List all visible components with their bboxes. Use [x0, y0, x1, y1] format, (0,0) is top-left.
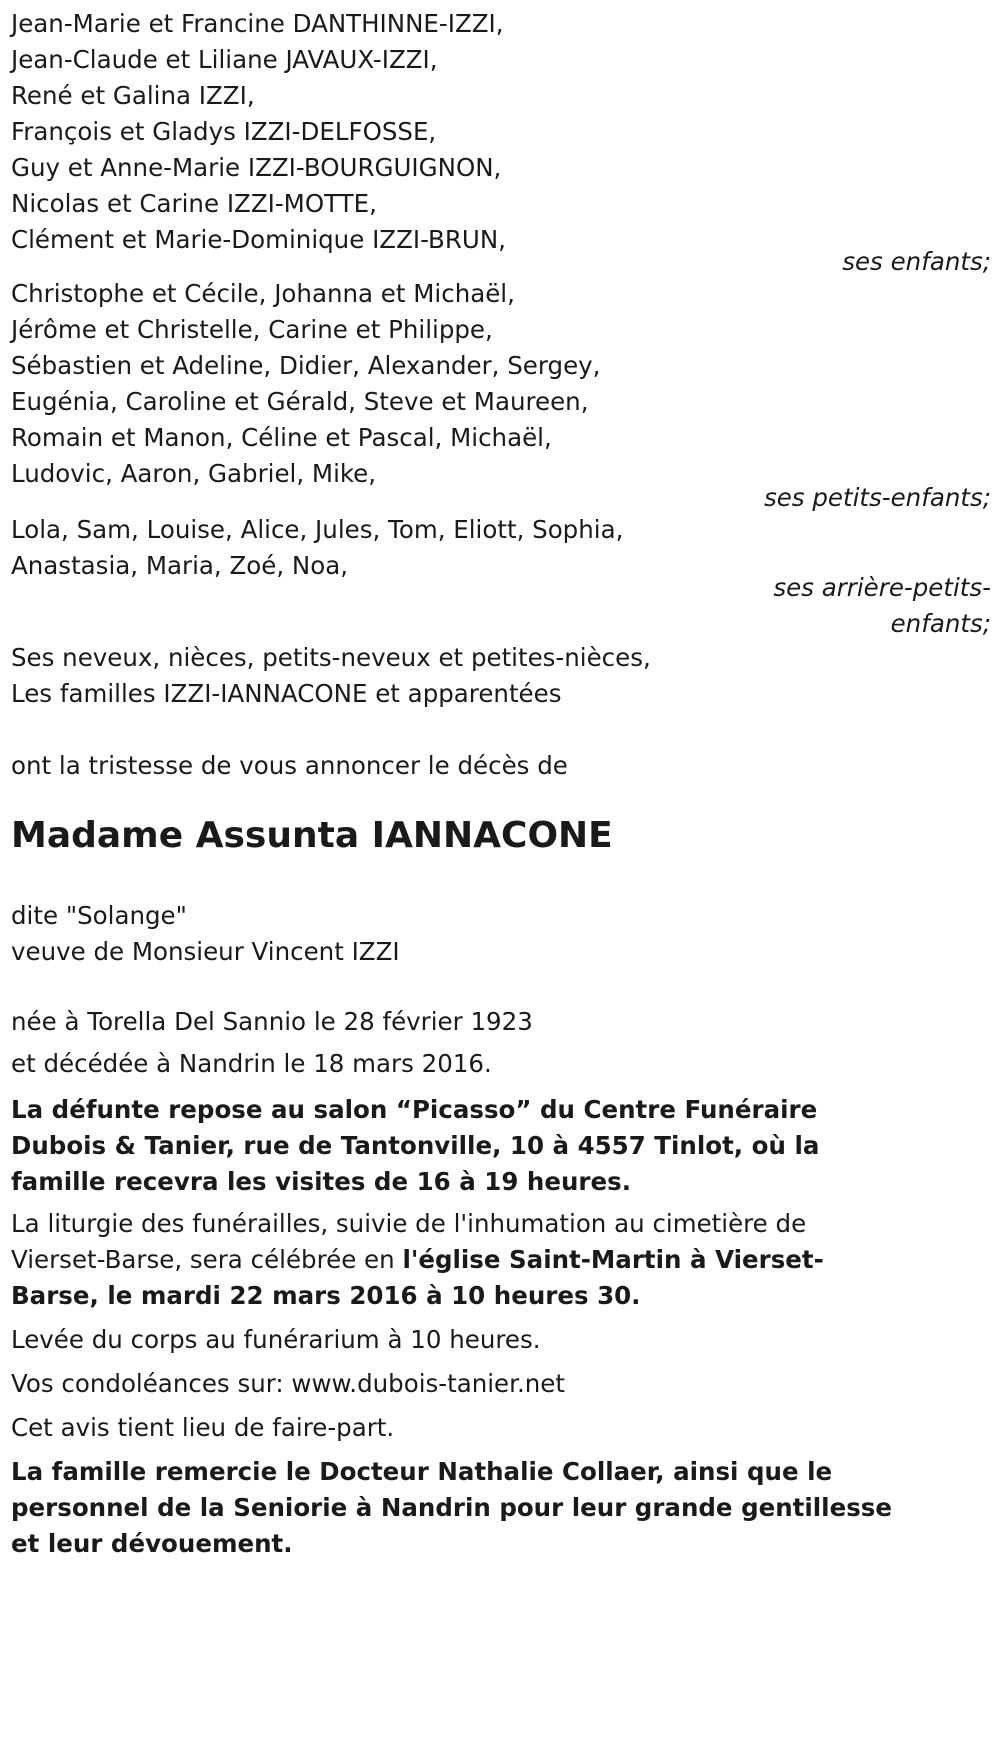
list-item: Christophe et Cécile, Johanna et Michaël,	[11, 279, 515, 308]
liturgy-text: La liturgie des funérailles, suivie de l'inhumation au cimetière de Vierset-Barse, sera célébrée en	[11, 1209, 807, 1274]
list-item: Jean-Claude et Liliane JAVAUX-IZZI,	[11, 45, 438, 74]
list-item: Romain et Manon, Céline et Pascal, Michaël,	[11, 423, 552, 452]
alias: dite "Solange"	[11, 901, 187, 930]
children-list	[11, 6, 506, 258]
deceased-name: Madame Assunta IANNACONE	[11, 815, 613, 856]
list-item: Nicolas et Carine IZZI-MOTTE,	[11, 189, 377, 218]
list-item: Jean-Marie et Francine DANTHINNE-IZZI,	[11, 9, 504, 38]
notice-info: Cet avis tient lieu de faire-part.	[11, 1413, 395, 1442]
list-item: Les familles IZZI-IANNACONE et apparentées	[11, 679, 562, 708]
condolences-info: Vos condoléances sur: www.dubois-tanier.net	[11, 1369, 565, 1398]
announcement: ont la tristesse de vous annoncer le décès de	[11, 751, 568, 780]
levee-info: Levée du corps au funérarium à 10 heures.	[11, 1325, 541, 1354]
birth-info: née à Torella Del Sannio le 28 février 1923	[11, 1007, 533, 1036]
list-item: François et Gladys IZZI-DELFOSSE,	[11, 117, 437, 146]
list-item: Guy et Anne-Marie IZZI-BOURGUIGNON,	[11, 153, 502, 182]
list-item: René et Galina IZZI,	[11, 81, 255, 110]
grandchildren-role: ses petits-enfants;	[763, 483, 991, 512]
list-item: Clément et Marie-Dominique IZZI-BRUN,	[11, 225, 506, 254]
list-item: Sébastien et Adeline, Didier, Alexander, Sergey,	[11, 351, 601, 380]
widow-of: veuve de Monsieur Vincent IZZI	[11, 937, 400, 966]
list-item: Ses neveux, nièces, petits-neveux et petites-nièces,	[11, 643, 651, 672]
deceased-details	[11, 898, 400, 970]
repose-info: La défunte repose au salon “Picasso” du Centre Funéraire Dubois & Tanier, rue de Tantonville, 10 à 4557 Tinlot, où la famille recevra les visites de 16 à 19 heures.	[11, 1095, 820, 1196]
list-item: Anastasia, Maria, Zoé, Noa,	[11, 551, 349, 580]
thanks-info: La famille remercie le Docteur Nathalie Collaer, ainsi que le personnel de la Seniorie à Nandrin pour leur grande gentillesse et leur dévouement.	[11, 1457, 892, 1558]
other-relatives	[11, 640, 651, 712]
list-item: Jérôme et Christelle, Carine et Philippe,	[11, 315, 493, 344]
liturgy-info	[11, 1206, 896, 1314]
list-item: Lola, Sam, Louise, Alice, Jules, Tom, Eliott, Sophia,	[11, 515, 624, 544]
liturgy-location: l'église Saint-Martin à Vierset-Barse, le mardi 22 mars 2016 à 10 heures 30.	[11, 1245, 824, 1310]
death-info: et décédée à Nandrin le 18 mars 2016.	[11, 1049, 492, 1078]
list-item: Eugénia, Caroline et Gérald, Steve et Maureen,	[11, 387, 589, 416]
grandchildren-list	[11, 276, 600, 492]
great-grandchildren-role-1: ses arrière-petits-	[773, 573, 991, 602]
children-role: ses enfants;	[842, 247, 991, 276]
list-item: Ludovic, Aaron, Gabriel, Mike,	[11, 459, 377, 488]
great-grandchildren-role-2: enfants;	[890, 609, 991, 638]
